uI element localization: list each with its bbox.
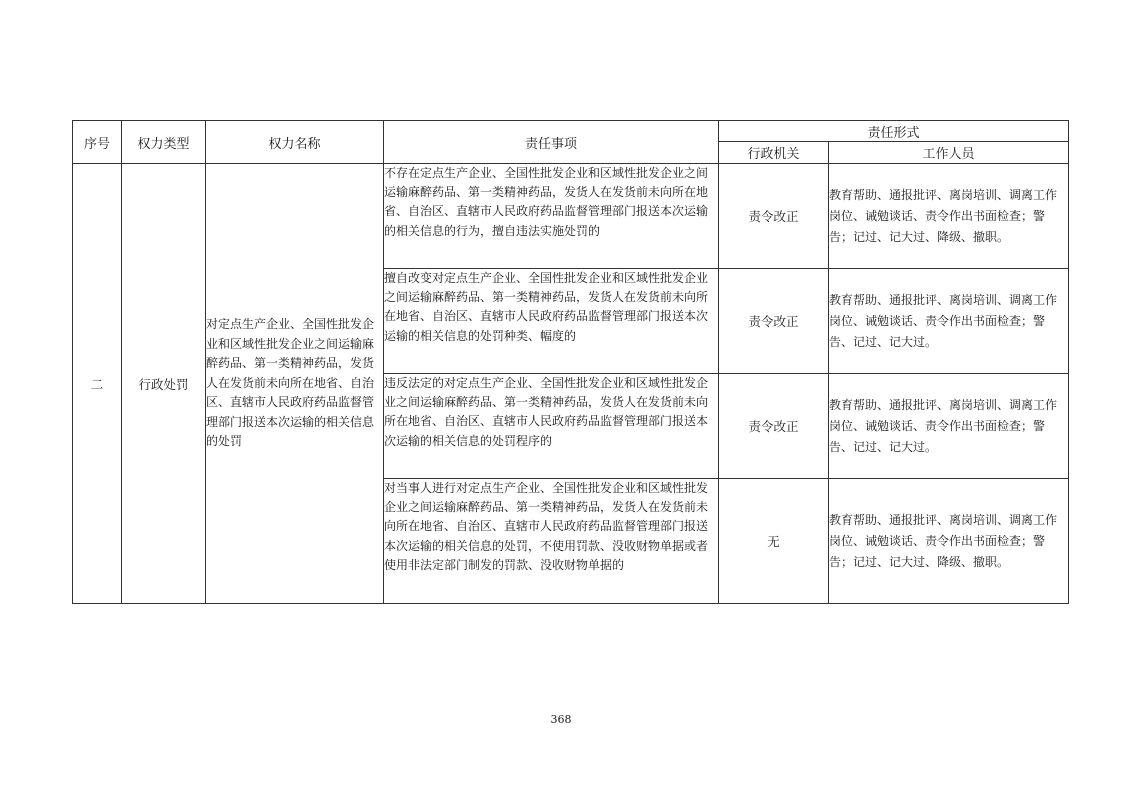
- cell-staff: 教育帮助、通报批评、离岗培训、调离工作岗位、诫勉谈话、责令作出书面检查；警告、记过、记大过。: [829, 269, 1069, 374]
- header-form: 责任形式: [719, 121, 1069, 142]
- page-number: 368: [550, 713, 572, 726]
- header-name: 权力名称: [206, 121, 384, 164]
- cell-power-name: 对定点生产企业、全国性批发企业和区域性批发企业之间运输麻醉药品、第一类精神药品，发货人在发货前未向所在地省、自治区、直辖市人民政府药品监督管理部门报送本次运输的相关信息的处罚: [206, 164, 384, 604]
- cell-staff: 教育帮助、通报批评、离岗培训、调离工作岗位、诫勉谈话、责令作出书面检查；警告、记过、记大过。: [829, 374, 1069, 479]
- cell-staff: 教育帮助、通报批评、离岗培训、调离工作岗位、诫勉谈话、责令作出书面检查；警告；记过、记大过、降级、撤职。: [829, 164, 1069, 269]
- cell-agency: 无: [719, 479, 829, 604]
- cell-duty: 不存在定点生产企业、全国性批发企业和区域性批发企业之间运输麻醉药品、第一类精神药品，发货人在发货前未向所在地省、自治区、直辖市人民政府药品监督管理部门报送本次运输的相关信息的行为，擅自违法实施处罚的: [384, 164, 719, 269]
- cell-duty: 对当事人进行对定点生产企业、全国性批发企业和区域性批发企业之间运输麻醉药品、第一类精神药品，发货人在发货前未向所在地省、自治区、直辖市人民政府药品监督管理部门报送本次运输的相关信息的处罚，不使用罚款、没收财物单据或者使用非法定部门制发的罚款、没收财物单据的: [384, 479, 719, 604]
- cell-staff: 教育帮助、通报批评、离岗培训、调离工作岗位、诫勉谈话、责令作出书面检查；警告；记过、记大过、降级、撤职。: [829, 479, 1069, 604]
- cell-agency: 责令改正: [719, 164, 829, 269]
- cell-seq: 二: [73, 164, 122, 604]
- header-staff: 工作人员: [829, 142, 1069, 164]
- table-row: [73, 164, 1069, 269]
- cell-type: 行政处罚: [122, 164, 206, 604]
- cell-agency: 责令改正: [719, 269, 829, 374]
- header-row: [73, 121, 1069, 142]
- header-agency: 行政机关: [719, 142, 829, 164]
- header-type: 权力类型: [122, 121, 206, 164]
- cell-duty: 擅自改变对定点生产企业、全国性批发企业和区域性批发企业之间运输麻醉药品、第一类精神药品，发货人在发货前未向所在地省、自治区、直辖市人民政府药品监督管理部门报送本次运输的相关信息的处罚种类、幅度的: [384, 269, 719, 374]
- responsibility-table: [72, 120, 1069, 604]
- cell-duty: 违反法定的对定点生产企业、全国性批发企业和区域性批发企业之间运输麻醉药品、第一类精神药品，发货人在发货前未向所在地省、自治区、直辖市人民政府药品监督管理部门报送本次运输的相关信息的处罚程序的: [384, 374, 719, 479]
- header-duty: 责任事项: [384, 121, 719, 164]
- header-seq: 序号: [73, 121, 122, 164]
- cell-agency: 责令改正: [719, 374, 829, 479]
